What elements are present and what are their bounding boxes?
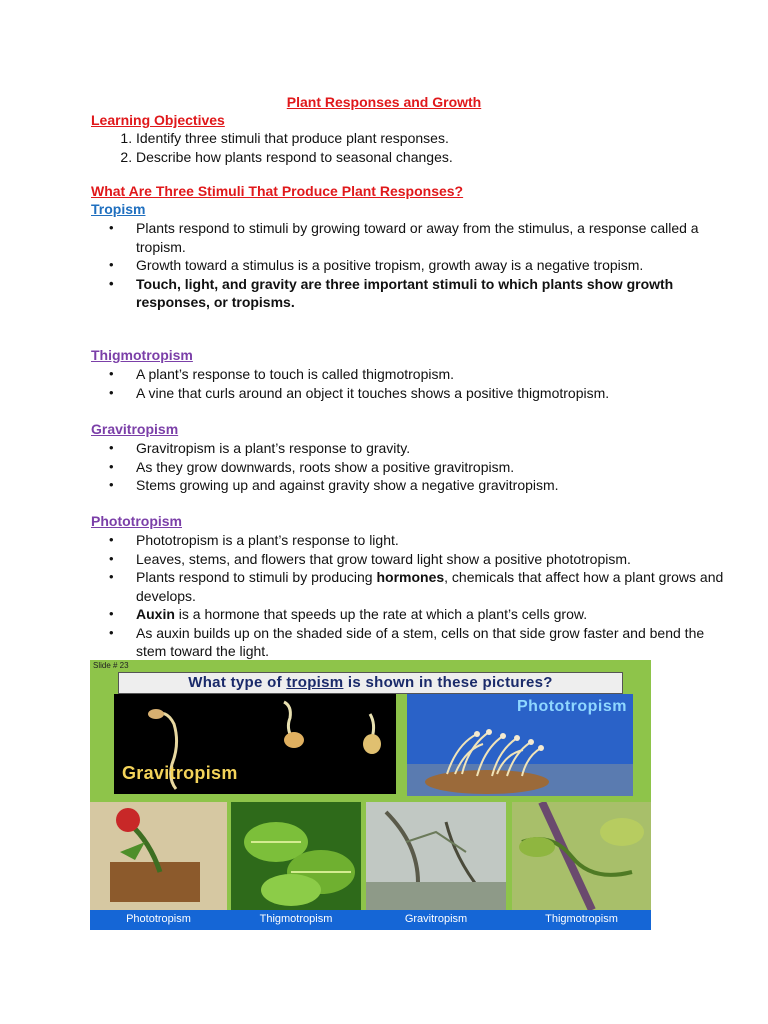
slide-question-word: tropism [286,674,344,691]
tropism-heading: Tropism [91,201,146,217]
list-item: • A plant’s response to touch is called thigmotropism. [136,365,736,384]
auxin-term: Auxin [136,606,175,622]
hormones-term: hormones [376,569,445,585]
slide-question [118,672,623,694]
list-item: • Gravitropism is a plant’s response to gravity. [136,439,736,458]
list-item: • A vine that curls around an object it touches shows a positive thigmotropism. [136,384,736,403]
tropism-list [91,219,726,312]
caption: Thigmotropism [259,913,333,925]
venus-flytrap-illustration [231,802,361,910]
phototropism-photo [407,694,633,796]
caption: Phototropism [126,913,191,925]
list-item: • Stems growing up and against gravity show a negative gravitropism. [136,476,736,495]
gravitropism-heading: Gravitropism [91,421,179,437]
list-item [136,568,736,605]
phototropism-label: Phototropism [517,698,627,715]
caption: Thigmotropism [545,913,618,925]
page-title: Plant Responses and Growth [286,94,482,110]
photo-tile [366,802,506,910]
tree-roots-illustration [366,802,506,910]
phototropism-list [91,531,736,661]
slide-question-pre: What type of [188,674,287,691]
thigmotropism-list [91,365,736,402]
photo-tile [90,802,227,910]
phototropism-heading: Phototropism [91,513,182,529]
slide-question-post: is shown in these pictures? [343,674,553,691]
list-item: • As auxin builds up on the shaded side of a stem, cells on that side grow faster and bend the stem toward the light. [136,624,736,661]
list-item: • As they grow downwards, roots show a positive gravitropism. [136,458,736,477]
list-item: • Plants respond to stimuli by growing toward or away from the stimulus, a response called a tropism. [136,219,726,256]
thigmotropism-heading: Thigmotropism [91,347,193,363]
gravitropism-list [91,439,736,495]
hormones-pre: Plants respond to stimuli by producing [136,569,377,585]
hormones-post: , chemicals that affect how a plant grows and develops. [136,569,724,604]
list-item: • Leaves, stems, and flowers that grow toward light show a positive phototropism. [136,550,736,569]
bent-plant-illustration [90,802,227,910]
gravitropism-label: Gravitropism [122,763,238,783]
list-item [136,605,736,624]
caption: Gravitropism [404,913,468,925]
auxin-post: is a hormone that speeds up the rate at which a plant’s cells grow. [174,606,588,622]
objective-item: 1. Identify three stimuli that produce plant responses. [136,129,453,148]
list-item: • Phototropism is a plant’s response to light. [136,531,736,550]
photo-tile [512,802,651,910]
gravitropism-photo [114,694,396,794]
objectives-heading: Learning Objectives [91,112,225,128]
list-item: • Growth toward a stimulus is a positive tropism, growth away is a negative tropism. [136,256,726,275]
objectives-list [91,129,453,166]
vine-illustration [512,802,651,910]
objective-item: 2. Describe how plants respond to seasonal changes. [136,148,453,167]
caption-bar [90,910,651,930]
photo-tile [231,802,361,910]
photo-strip [90,802,651,910]
list-item: • Touch, light, and gravity are three important stimuli to which plants show growth responses, or tropisms. [136,275,726,312]
section-question: What Are Three Stimuli That Produce Plant Responses? [91,183,464,199]
slide-number: Slide # 23 [93,661,129,670]
tropism-slide-image [90,660,651,930]
